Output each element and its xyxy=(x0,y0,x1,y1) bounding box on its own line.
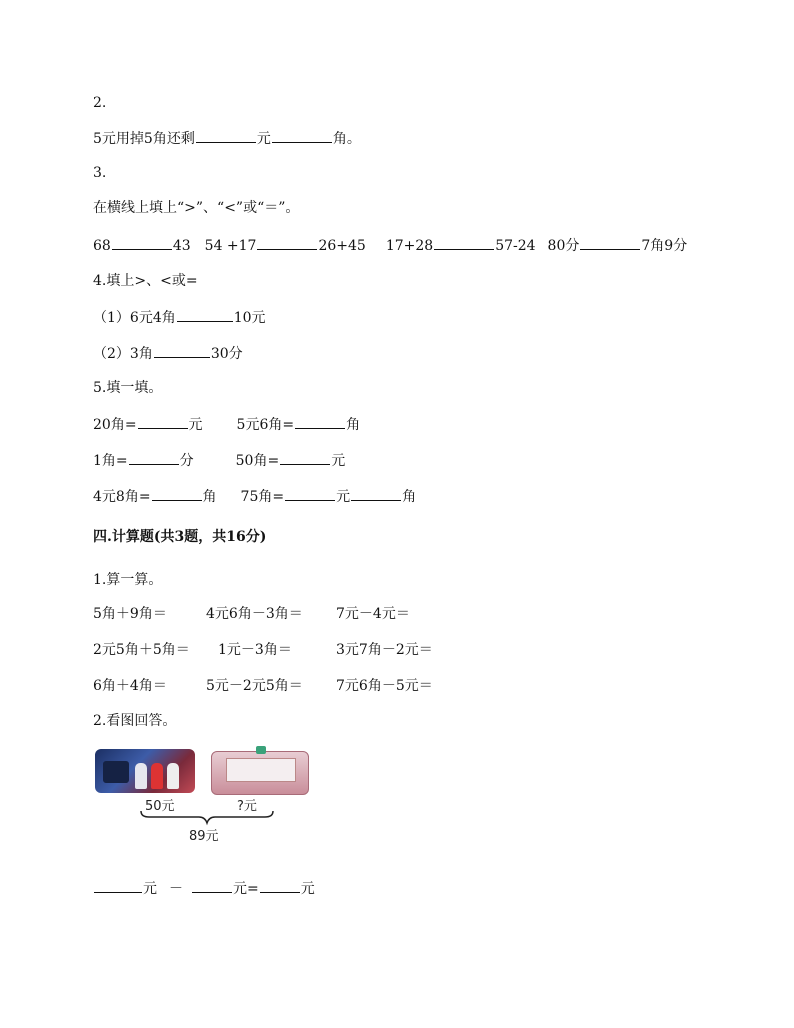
q3-item4-blank[interactable] xyxy=(580,236,640,250)
q5-r1-b-unit: 角 xyxy=(346,417,361,433)
calc1-r3-c1: 6角＋4角＝ xyxy=(93,678,167,694)
label-50: 50元 xyxy=(145,799,175,814)
q5-r3-a: 4元8角= xyxy=(93,489,151,505)
calc1-r2-c2: 1元－3角＝ xyxy=(218,642,292,658)
q4-item1-right: 10元 xyxy=(233,310,266,326)
q2-blank-jiao[interactable] xyxy=(272,129,332,143)
calc1-r3-c3: 7元6角－5元＝ xyxy=(336,678,433,694)
answer-blank3[interactable] xyxy=(260,879,300,893)
q5-r3-b-unit2: 角 xyxy=(402,489,417,505)
q3-items xyxy=(93,236,687,255)
q5-r2-a-unit: 分 xyxy=(179,453,194,469)
calc1-title: 1.算一算。 xyxy=(93,572,163,588)
q5-r2-b-unit: 元 xyxy=(331,453,346,469)
calc1-row1 xyxy=(93,605,410,623)
q3-item4-left: 80分 xyxy=(547,238,580,254)
answer-minus: － xyxy=(169,881,183,897)
q2-number: 2. xyxy=(93,95,107,111)
q3-item1-right: 43 xyxy=(172,238,191,254)
calc1-row2 xyxy=(93,641,433,659)
calc2-title: 2.看图回答。 xyxy=(93,713,177,729)
q4-item1 xyxy=(93,308,266,327)
answer-unit2: 元= xyxy=(233,881,259,897)
q4-item2 xyxy=(93,344,243,363)
q3-item4-right: 7角9分 xyxy=(641,238,688,254)
q5-r2-b-blank[interactable] xyxy=(280,451,330,465)
calc1-r2-c1: 2元5角＋5角＝ xyxy=(93,642,190,658)
q4-item1-blank[interactable] xyxy=(177,308,233,322)
q5-r3-a-unit: 角 xyxy=(202,489,217,505)
q4-title: 4.填上>、<或= xyxy=(93,273,198,289)
q5-r1-a-blank[interactable] xyxy=(138,415,188,429)
calc1-r3-c2: 5元－2元5角＝ xyxy=(206,678,303,694)
answer-unit1: 元 xyxy=(143,881,157,897)
section-heading: 四.计算题(共3题，共16分) xyxy=(93,529,267,545)
q2-blank-yuan[interactable] xyxy=(196,129,256,143)
q5-r3-a-blank[interactable] xyxy=(152,487,202,501)
q5-r1-a-unit: 元 xyxy=(188,417,203,433)
label-total: 89元 xyxy=(189,829,219,844)
label-unknown: ?元 xyxy=(237,799,257,814)
q5-r3-b-blank2[interactable] xyxy=(351,487,401,501)
q3-item2-right: 26+45 xyxy=(318,238,366,254)
q5-title: 5.填一填。 xyxy=(93,380,163,396)
q5-r2-a-blank[interactable] xyxy=(129,451,179,465)
pencil-case-figure xyxy=(93,745,308,845)
q4-item2-blank[interactable] xyxy=(154,344,210,358)
calc2-answer xyxy=(93,879,315,898)
q3-item3-right: 57-24 xyxy=(495,238,536,254)
q3-item1-left: 68 xyxy=(93,238,111,254)
q2-unit-jiao: 角。 xyxy=(332,131,361,147)
q5-row3 xyxy=(93,487,416,506)
q4-item1-left: （1）6元4角 xyxy=(93,310,176,326)
q5-row2 xyxy=(93,451,345,470)
calc1-r1-c3: 7元－4元＝ xyxy=(336,606,410,622)
calc1-r1-c2: 4元6角－3角＝ xyxy=(206,606,303,622)
q3-number: 3. xyxy=(93,165,107,181)
q3-item3-blank[interactable] xyxy=(434,236,494,250)
q5-r1-a: 20角= xyxy=(93,417,137,433)
calc1-r1-c1: 5角＋9角＝ xyxy=(93,606,167,622)
q5-r1-b-blank[interactable] xyxy=(295,415,345,429)
q5-r3-b-blank1[interactable] xyxy=(285,487,335,501)
q2-text xyxy=(93,129,361,148)
q3-item2-blank[interactable] xyxy=(257,236,317,250)
answer-unit3: 元 xyxy=(300,881,315,897)
q4-item2-left: （2）3角 xyxy=(93,346,153,362)
q5-r3-b: 75角= xyxy=(240,489,285,505)
q3-item3-left: 17+28 xyxy=(385,238,434,254)
q3-item2-left: 54 +17 xyxy=(204,238,257,254)
q2-unit-yuan: 元 xyxy=(256,131,271,147)
answer-blank1[interactable] xyxy=(94,879,142,893)
q4-item2-right: 30分 xyxy=(210,346,243,362)
q5-r3-b-unit1: 元 xyxy=(336,489,351,505)
q2-prompt: 5元用掉5角还剩 xyxy=(93,131,195,147)
calc1-r2-c3: 3元7角－2元＝ xyxy=(336,642,433,658)
q5-r2-b: 50角= xyxy=(235,453,280,469)
q5-r1-b: 5元6角= xyxy=(236,417,295,433)
q3-instruction: 在横线上填上“>”、“<”或“＝”。 xyxy=(93,200,300,216)
calc1-row3 xyxy=(93,677,433,695)
answer-blank2[interactable] xyxy=(192,879,232,893)
q3-item1-blank[interactable] xyxy=(112,236,172,250)
q5-r2-a: 1角= xyxy=(93,453,128,469)
q5-row1 xyxy=(93,415,360,434)
